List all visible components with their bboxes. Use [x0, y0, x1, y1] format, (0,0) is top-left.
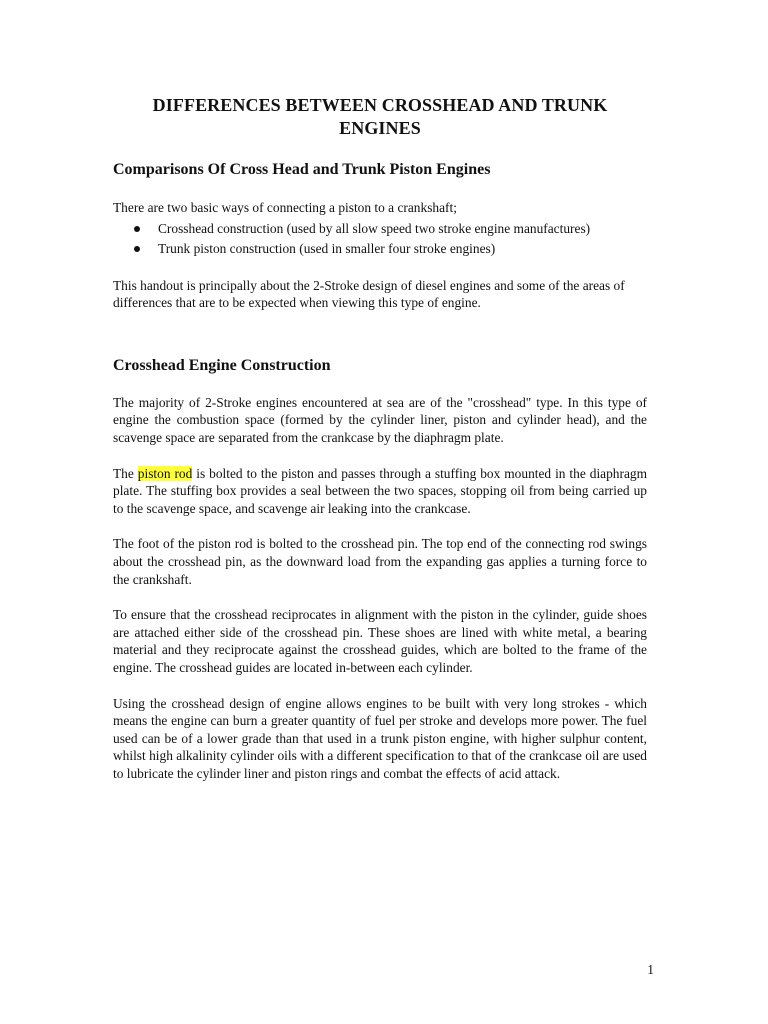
bullet-icon — [134, 246, 140, 252]
page-content — [113, 94, 647, 782]
crosshead-paragraph-4: To ensure that the crosshead reciprocates in alignment with the piston in the cylinder, guide shoes are attached either side of the crosshead pin. These shoes are lined with white metal, a bearing material and they reciprocate against the crosshead guides, which are bolted to the frame of the engine. The crosshead guides are located in-between each cylinder. — [113, 607, 647, 675]
page-number: 1 — [647, 962, 654, 977]
comparisons-heading: Comparisons Of Cross Head and Trunk Piston Engines — [113, 161, 491, 178]
list-item — [113, 239, 647, 259]
crosshead-construction-heading: Crosshead Engine Construction — [113, 356, 331, 374]
list-item-text: Crosshead construction (used by all slow speed two stroke engine manufactures) — [158, 220, 591, 236]
handout-note: This handout is principally about the 2-Stroke design of diesel engines and some of the areas of differences that are to be expected when viewing this type of engine. — [113, 277, 625, 311]
list-item-text: Trunk piston construction (used in smaller four stroke engines) — [158, 240, 496, 256]
crosshead-paragraph-1: The majority of 2-Stroke engines encountered at sea are of the "crosshead" type. In this type of engine the combustion space (formed by the cylinder liner, piston and cylinder head), and the scavenge space are separated from the crankcase by the diaphragm plate. — [113, 394, 647, 445]
crosshead-paragraph-5: Using the crosshead design of engine allows engines to be built with very long strokes - which means the engine can burn a greater quantity of fuel per stroke and develops more power. The fuel used can be of a lower grade than that used in a trunk piston engine, with higher sulphur content, whilst high alkalinity cylinder oils with a different specification to that of the crankcase oil are used to lubricate the cylinder liner and piston rings and combat the effects of acid attack. — [113, 695, 647, 781]
connection-types-list — [113, 219, 647, 259]
comparisons-intro: There are two basic ways of connecting a piston to a crankshaft; — [113, 200, 457, 215]
crosshead-paragraph-3: The foot of the piston rod is bolted to the crosshead pin. The top end of the connecting rod swings about the crosshead pin, as the downward load from the expanding gas applies a turning force to the crankshaft. — [113, 536, 647, 587]
paragraph-text: is bolted to the piston and passes through a stuffing box mounted in the diaphragm plate. The stuffing box provides a seal between the two spaces, stopping oil from being carried up to the scavenge space, and scavenge air leaking into the crankcase. — [113, 465, 648, 516]
document-title: DIFFERENCES BETWEEN CROSSHEAD AND TRUNK ENGINES — [152, 95, 608, 138]
bullet-icon — [134, 226, 140, 232]
list-item — [113, 219, 647, 239]
highlighted-term: piston rod — [137, 465, 193, 481]
paragraph-text: The — [113, 465, 138, 481]
crosshead-paragraph-2 — [113, 465, 647, 518]
